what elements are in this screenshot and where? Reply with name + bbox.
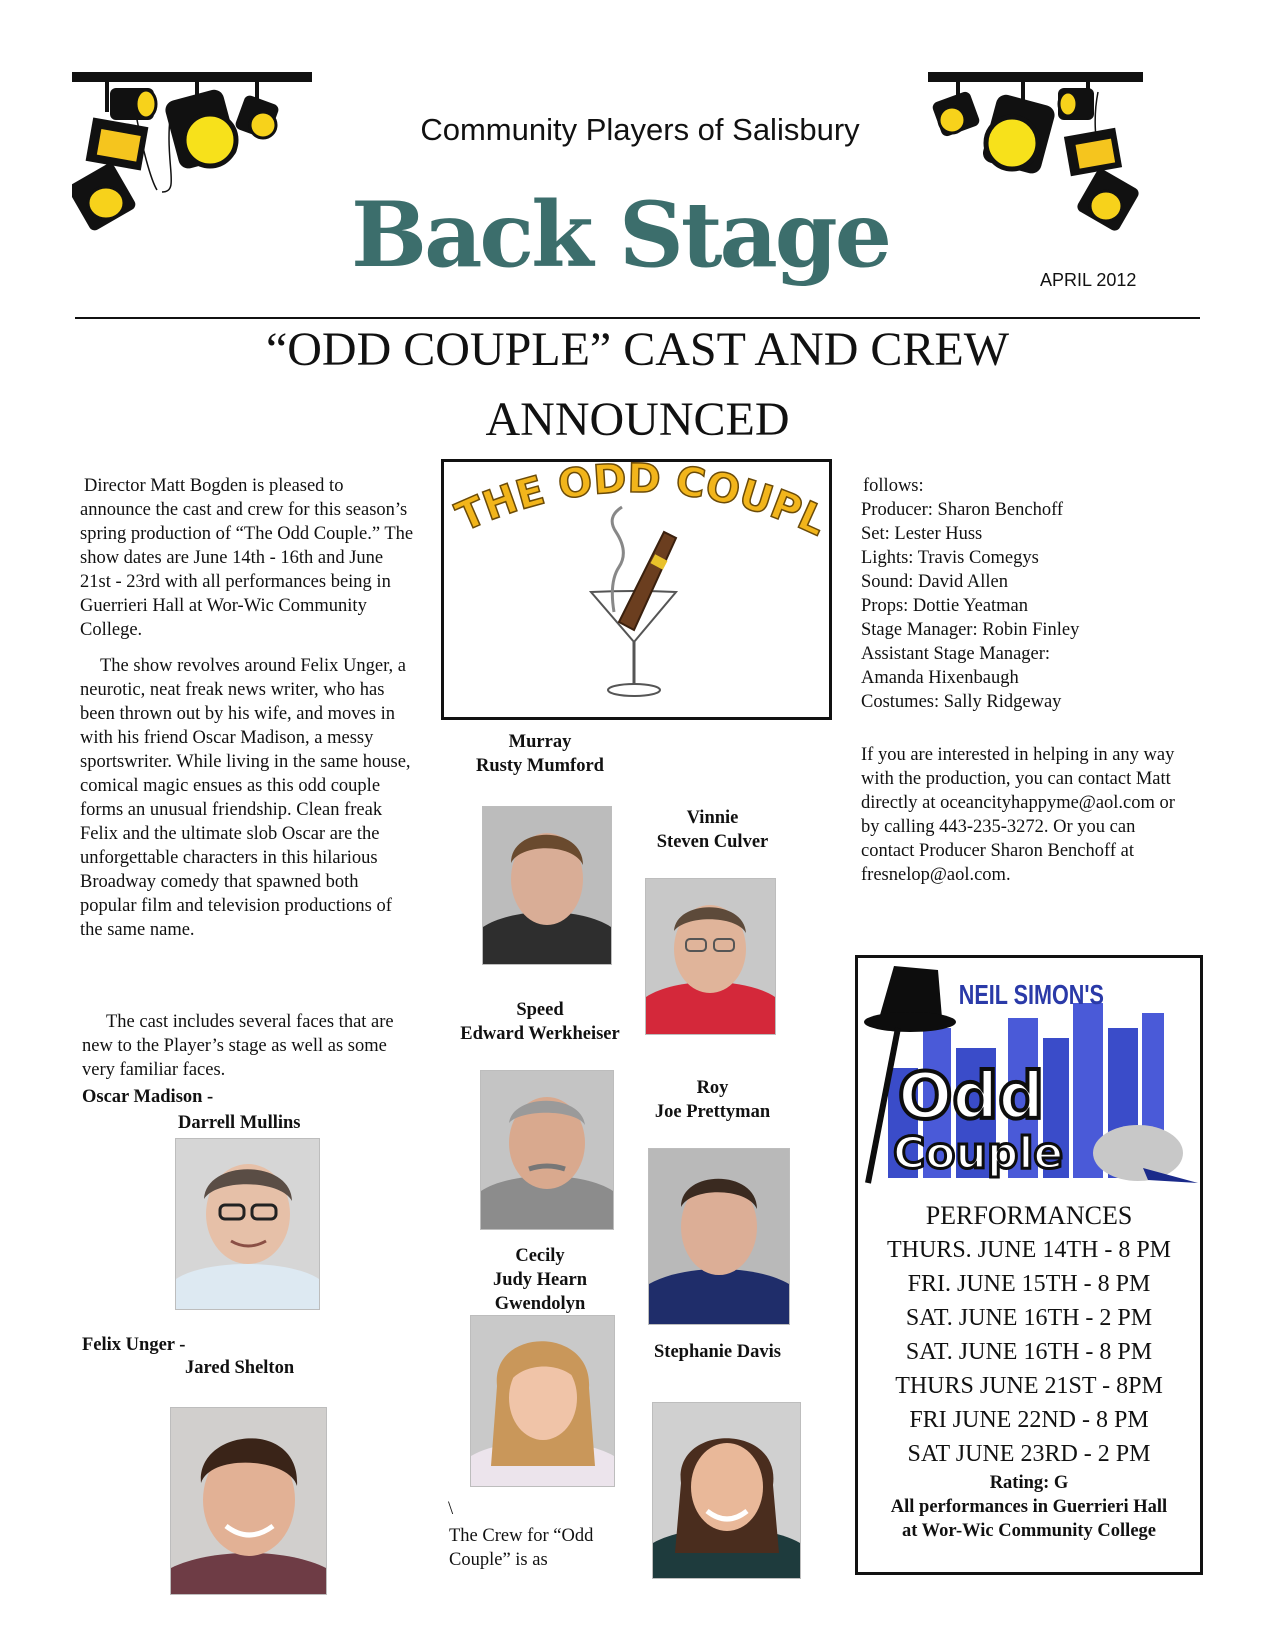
stephanie-actor: Stephanie Davis bbox=[654, 1342, 781, 1362]
headline-line2: ANNOUNCED bbox=[485, 393, 790, 446]
perf-date-2: FRI. JUNE 15TH - 8 PM bbox=[907, 1271, 1151, 1297]
poster-schedule bbox=[858, 1199, 1200, 1543]
photo-rusty-mumford bbox=[482, 806, 612, 965]
roy-role: Roy bbox=[696, 1078, 729, 1098]
crew-follows: follows: bbox=[863, 476, 924, 496]
speed-role: Speed bbox=[516, 1000, 564, 1020]
murray-caption bbox=[440, 730, 640, 778]
roy-actor: Joe Prettyman bbox=[654, 1102, 771, 1122]
felix-actor: Jared Shelton bbox=[185, 1358, 295, 1378]
speed-actor: Edward Werkheiser bbox=[460, 1024, 620, 1044]
svg-text:THE ODD COUPLE bbox=[444, 462, 829, 545]
vinnie-actor: Steven Culver bbox=[656, 832, 769, 852]
performances-title: PERFORMANCES bbox=[925, 1201, 1133, 1230]
intro-paragraph: Director Matt Bogden is pleased to announce the cast and crew for this season’s spring production of “The Odd Couple.” The show dates are June 14th - 16th and June 21st - 23rd with all performances being in Guerrieri Hall at Wor-Wic Community College. bbox=[80, 476, 414, 640]
speed-caption bbox=[440, 998, 640, 1046]
martini-cigar-icon bbox=[444, 462, 829, 717]
perf-date-1: THURS. JUNE 14TH - 8 PM bbox=[886, 1237, 1171, 1263]
poster-venue-line1: All performances in Guerrieri Hall bbox=[890, 1497, 1168, 1517]
crew-stage-manager: Stage Manager: Robin Finley bbox=[861, 620, 1080, 640]
oscar-actor: Darrell Mullins bbox=[178, 1113, 301, 1133]
article-column-left bbox=[80, 474, 415, 954]
contact-paragraph: If you are interested in helping in any way with the production, you can contact Matt directly at oceancityhappyme@aol.com or by calling 443-235-3272. Or you can contact Producer Sharon Benchoff at fresnelop@aol.com. bbox=[861, 745, 1175, 885]
perf-date-6: FRI JUNE 22ND - 8 PM bbox=[909, 1407, 1149, 1433]
crew-asm-label: Assistant Stage Manager: bbox=[861, 644, 1051, 664]
photo-stephanie-davis bbox=[652, 1402, 801, 1579]
perf-date-4: SAT. JUNE 16TH - 8 PM bbox=[905, 1339, 1153, 1365]
stage-lights-left-icon bbox=[72, 72, 312, 242]
crew-props: Props: Dottie Yeatman bbox=[861, 596, 1029, 616]
murray-role: Murray bbox=[508, 732, 572, 752]
poster-rating: Rating: G bbox=[989, 1473, 1069, 1493]
crew-costumes: Costumes: Sally Ridgeway bbox=[861, 692, 1062, 712]
plot-paragraph: The show revolves around Felix Unger, a neurotic, neat freak news writer, who has been thrown out by his wife, and moves in with his friend Oscar Madison, a messy sportswriter. While living in the same house, comical magic ensues as this odd couple forms an unusual friendship. Clean freak Felix and the ultimate slob Oscar are the unforgettable characters in this hilarious Broadway comedy that spawned both popular film and television productions of the same name. bbox=[80, 656, 411, 940]
perf-date-3: SAT. JUNE 16TH - 2 PM bbox=[905, 1305, 1153, 1331]
photo-darrell-mullins bbox=[175, 1138, 320, 1310]
photo-judy-hearn bbox=[470, 1315, 615, 1487]
poster-neil-simon: NEIL SIMON'S bbox=[958, 980, 1104, 1011]
crew-producer: Producer: Sharon Benchoff bbox=[861, 500, 1064, 520]
photo-steven-culver bbox=[645, 878, 776, 1035]
oscar-role: Oscar Madison - bbox=[82, 1087, 214, 1107]
crew-list bbox=[861, 474, 1201, 714]
poster-couple: Couple bbox=[893, 1128, 1064, 1179]
cast-intro-paragraph: The cast includes several faces that are new to the Player’s stage as well as some very familiar faces. bbox=[82, 1012, 394, 1080]
photo-jared-shelton bbox=[170, 1407, 327, 1595]
masthead-title: Back Stage bbox=[351, 182, 889, 288]
performance-poster bbox=[855, 955, 1203, 1575]
roy-caption bbox=[610, 1076, 815, 1124]
vinnie-role: Vinnie bbox=[686, 808, 739, 828]
crew-intro-text: The Crew for “Odd Couple” is as bbox=[449, 1526, 594, 1570]
issue-date: APRIL 2012 bbox=[1040, 270, 1137, 290]
crew-sound: Sound: David Allen bbox=[861, 572, 1008, 592]
odd-couple-logo-box bbox=[441, 459, 832, 720]
stage-lights-right-icon bbox=[928, 72, 1143, 232]
headline-line1: “ODD COUPLE” CAST AND CREW bbox=[265, 323, 1010, 376]
poster-art bbox=[858, 958, 1200, 1188]
cecily-caption bbox=[440, 1244, 640, 1316]
perf-date-5: THURS JUNE 21ST - 8PM bbox=[895, 1373, 1163, 1399]
crew-lights: Lights: Travis Comegys bbox=[861, 548, 1039, 568]
organization-name: Community Players of Salisbury bbox=[420, 112, 860, 147]
vinnie-caption bbox=[610, 806, 815, 854]
felix-role: Felix Unger - bbox=[82, 1335, 186, 1355]
cecily-role: Cecily bbox=[515, 1246, 565, 1266]
perf-date-7: SAT JUNE 23RD - 2 PM bbox=[907, 1441, 1151, 1467]
poster-venue-line2: at Wor-Wic Community College bbox=[901, 1521, 1156, 1541]
photo-edward-werkheiser bbox=[480, 1070, 614, 1230]
gwendolyn-role: Gwendolyn bbox=[494, 1294, 586, 1314]
crew-asm-name: Amanda Hixenbaugh bbox=[861, 668, 1019, 688]
stray-backslash: \ bbox=[448, 1499, 454, 1519]
header-rule bbox=[75, 317, 1200, 319]
murray-actor: Rusty Mumford bbox=[476, 756, 604, 776]
crew-set: Set: Lester Huss bbox=[861, 524, 983, 544]
logo-title: THE ODD COUPL bbox=[449, 462, 829, 546]
baseball-cap-icon bbox=[1093, 1125, 1183, 1181]
photo-joe-prettyman bbox=[648, 1148, 790, 1325]
poster-odd: Odd bbox=[898, 1060, 1045, 1134]
cecily-actor: Judy Hearn bbox=[492, 1270, 588, 1290]
